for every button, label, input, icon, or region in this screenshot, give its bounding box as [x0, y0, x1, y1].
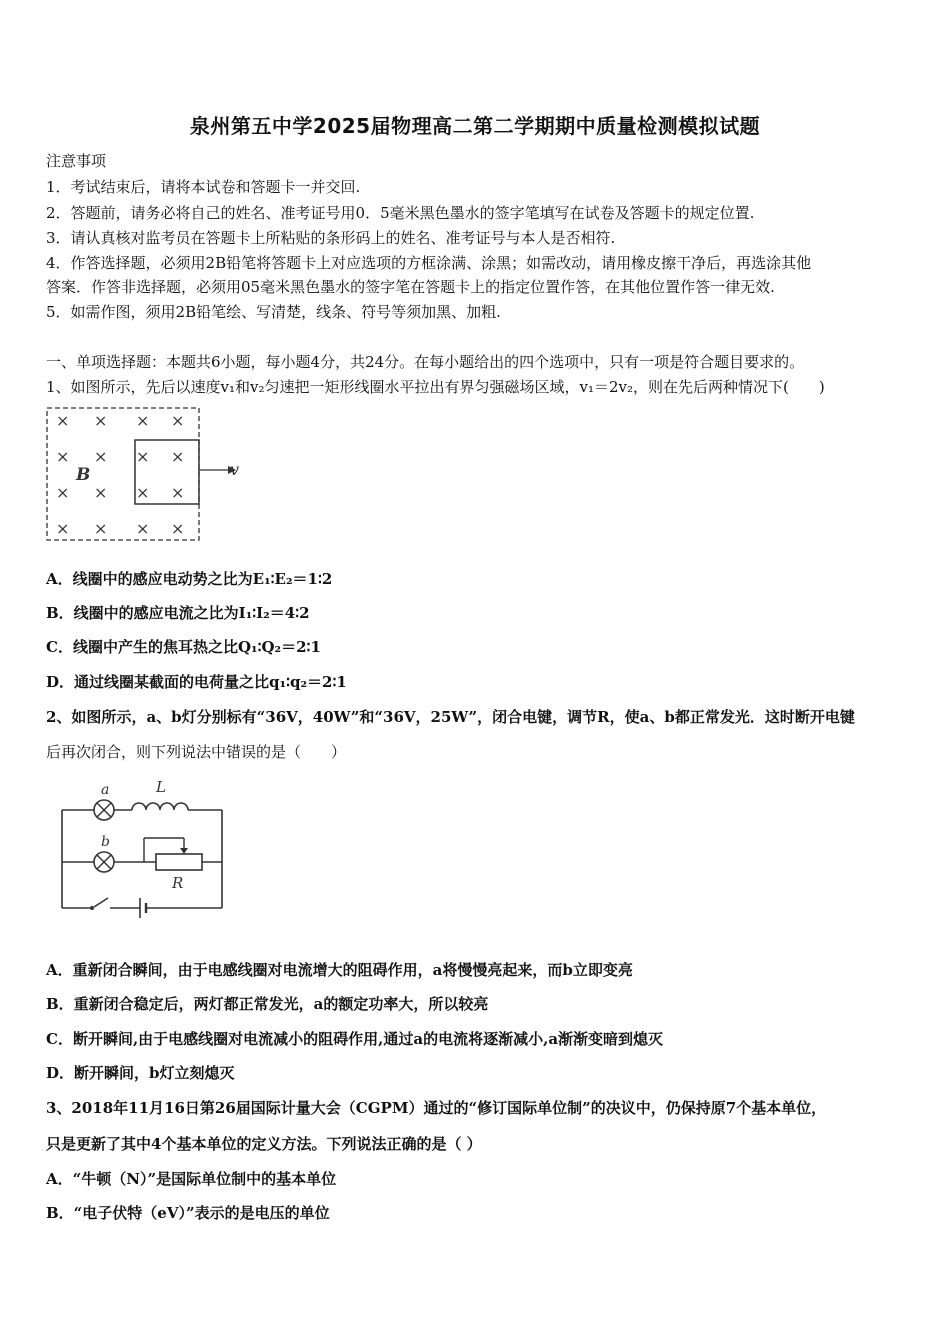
notice-item-4: 4．作答选择题，必须用2B铅笔将答题卡上对应选项的方框涂满、涂黑；如需改动，请用橡皮擦干净后，再选涂其他 [46, 254, 812, 272]
q3-option-b: B．“电子伏特（eV）”表示的是电压的单位 [46, 1204, 330, 1222]
field-cross: × [94, 411, 108, 430]
field-cross: × [171, 447, 185, 466]
field-cross: × [136, 483, 150, 502]
q2-option-c: C．断开瞬间,由于电感线圈对电流减小的阻碍作用,通过a的电流将逐渐减小,a渐渐变暗到熄灭 [46, 1030, 664, 1048]
q1-option-b: B．线圈中的感应电流之比为I₁∶I₂＝4∶2 [46, 604, 310, 622]
field-cross: × [136, 447, 150, 466]
q3-stem-line1: 3、2018年11月16日第26届国际计量大会（CGPM）通过的“修订国际单位制”的决议中，仍保持原7个基本单位， [46, 1099, 827, 1117]
q2-option-b: B．重新闭合稳定后，两灯都正常发光，a的额定功率大，所以较亮 [46, 995, 489, 1013]
switch-icon [94, 898, 108, 907]
field-cross: × [94, 483, 108, 502]
notice-item-1: 1．考试结束后，请将本试卷和答题卡一并交回. [46, 178, 361, 196]
field-cross: × [136, 411, 150, 430]
q1-option-d: D．通过线圈某截面的电荷量之比q₁∶q₂＝2∶1 [46, 673, 347, 691]
inductor-coil-icon [132, 803, 188, 810]
field-label-B: B [76, 465, 91, 485]
field-cross: × [56, 483, 70, 502]
rheostat-icon [156, 854, 202, 870]
notice-item-5: 5．如需作图，须用2B铅笔绘、写清楚，线条、符号等须加黑、加粗. [46, 303, 501, 321]
q2-option-d: D．断开瞬间，b灯立刻熄灭 [46, 1064, 235, 1082]
notice-heading: 注意事项 [46, 152, 107, 170]
q1-option-c: C．线圈中产生的焦耳热之比Q₁∶Q₂＝2∶1 [46, 638, 321, 656]
velocity-label: v [230, 460, 240, 479]
q3-option-a: A．“牛顿（N）”是国际单位制中的基本单位 [46, 1170, 337, 1188]
field-cross: × [94, 447, 108, 466]
field-cross: × [56, 411, 70, 430]
lamp-a-label: a [101, 782, 110, 798]
notice-item-3: 3．请认真核对监考员在答题卡上所粘贴的条形码上的姓名、准考证号与本人是否相符. [46, 229, 616, 247]
q2-stem-line1: 2、如图所示，a、b灯分别标有“36V，40W”和“36V，25W”，闭合电键，调节R，使a、b都正常发光．这时断开电键 [46, 708, 855, 726]
lamp-b-label: b [101, 834, 110, 850]
rheostat-label: R [172, 874, 184, 892]
field-cross: × [171, 483, 185, 502]
exam-title: 泉州第五中学2025届物理高二第二学期期中质量检测模拟试题 [189, 114, 761, 138]
field-cross: × [56, 447, 70, 466]
notice-item-2: 2．答题前，请务必将自己的姓名、准考证号用0．5毫米黑色墨水的签字笔填写在试卷及答题卡的规定位置. [46, 204, 755, 222]
q2-option-a: A．重新闭合瞬间，由于电感线圈对电流增大的阻碍作用，a将慢慢亮起来，而b立即变亮 [46, 961, 633, 979]
field-cross: × [136, 519, 150, 538]
section-heading: 一、单项选择题：本题共6小题，每小题4分，共24分。在每小题给出的四个选项中，只有一项是符合题目要求的。 [46, 353, 805, 371]
q1-stem: 1、如图所示，先后以速度v₁和v₂匀速把一矩形线圈水平拉出有界匀强磁场区域，v₁＝2v₂，则在先后两种情况下( ) [46, 378, 825, 396]
rheostat-slider-icon [180, 848, 188, 854]
field-cross: × [94, 519, 108, 538]
notice-item-4-cont: 答案．作答非选择题，必须用05毫米黑色墨水的签字笔在答题卡上的指定位置作答，在其他位置作答一律无效. [46, 278, 775, 296]
field-cross: × [171, 411, 185, 430]
q2-figure-circuit [52, 772, 238, 918]
field-cross: × [171, 519, 185, 538]
q1-option-a: A．线圈中的感应电动势之比为E₁∶E₂＝1∶2 [46, 570, 333, 588]
inductor-label: L [156, 778, 166, 796]
q2-stem-line2: 后再次闭合，则下列说法中错误的是（ ） [46, 743, 347, 761]
q1-figure-magnetic-field [46, 406, 256, 544]
field-cross: × [56, 519, 70, 538]
q3-stem-line2: 只是更新了其中4个基本单位的定义方法。下列说法正确的是（ ） [46, 1135, 482, 1153]
